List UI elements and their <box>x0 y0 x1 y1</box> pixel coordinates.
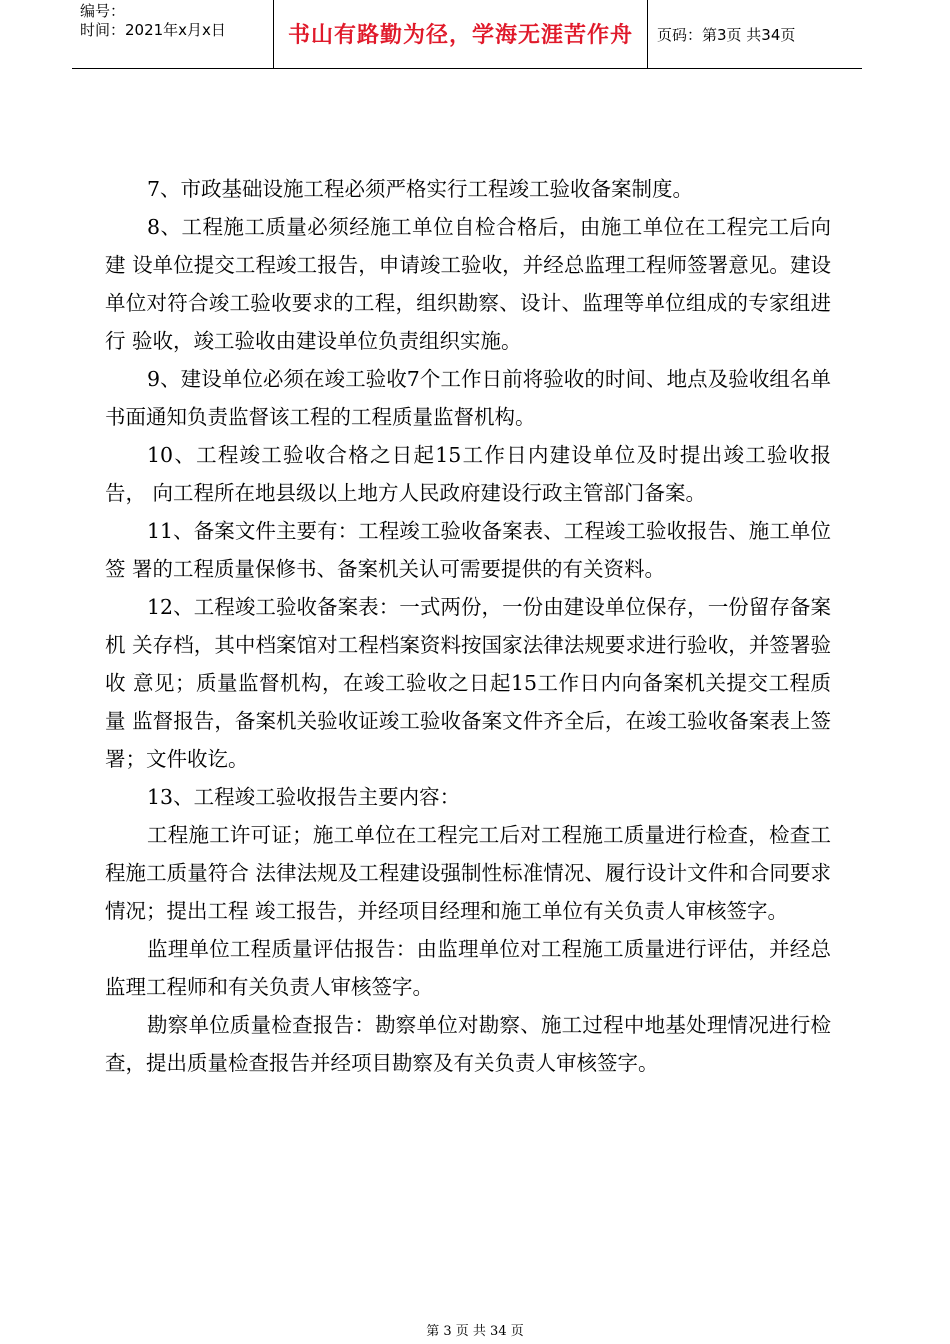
header-page-number: 页码：第3页 共34页 <box>657 26 796 44</box>
header-meta <box>80 2 275 40</box>
paragraph: 勘察单位质量检查报告：勘察单位对勘察、施工过程中地基处理情况进行检查，提出质量检查报告并经项目勘察及有关负责人审核签字。 <box>105 1013 831 1075</box>
page-header <box>72 0 862 69</box>
document-number-label: 编号： <box>80 2 126 20</box>
paragraph: 12、工程竣工验收备案表：一式两份，一份由建设单位保存，一份留存备案机 关存档，其中档案馆对工程档案资料按国家法律法规要求进行验收，并签署验收 意见；质量监督机构，在竣工验收之日起15工作日内向备案机关提交工程质量 监督报告，备案机关验收证竣工验收备案文件齐全后，在竣工验收备案表上签署；文件收讫。 <box>105 595 831 771</box>
paragraph: 13、工程竣工验收报告主要内容： <box>147 785 461 809</box>
paragraph: 工程施工许可证；施工单位在工程完工后对工程施工质量进行检查，检查工程施工质量符合 法律法规及工程建设强制性标准情况、履行设计文件和合同要求情况；提出工程 竣工报告，并经项目经理和施工单位有关负责人审核签字。 <box>105 823 831 923</box>
paragraph: 10、工程竣工验收合格之日起15工作日内建设单位及时提出竣工验收报告， 向工程所在地县级以上地方人民政府建设行政主管部门备案。 <box>105 443 831 505</box>
paragraph: 7、市政基础设施工程必须严格实行工程竣工验收备案制度。 <box>147 177 694 201</box>
paragraph: 监理单位工程质量评估报告：由监理单位对工程施工质量进行评估，并经总监理工程师和有关负责人审核签字。 <box>105 937 831 999</box>
document-body <box>105 170 831 1082</box>
paragraph: 9、建设单位必须在竣工验收7个工作日前将验收的时间、地点及验收组名单 书面通知负责监督该工程的工程质量监督机构。 <box>105 367 831 429</box>
paragraph: 11、备案文件主要有：工程竣工验收备案表、工程竣工验收报告、施工单位签 署的工程质量保修书、备案机关认可需要提供的有关资料。 <box>105 519 831 581</box>
paragraph: 8、工程施工质量必须经施工单位自检合格后，由施工单位在工程完工后向建 设单位提交工程竣工报告，申请竣工验收，并经总监理工程师签署意见。建设单位对符合竣工验收要求的工程，组织勘察、设计、监理等单位组成的专家组进行 验收，竣工验收由建设单位负责组织实施。 <box>105 215 831 353</box>
document-time-label: 时间：2021年x月x日 <box>80 21 226 39</box>
header-motto: 书山有路勤为径，学海无涯苦作舟 <box>287 23 633 48</box>
page-footer: 第 3 页 共 34 页 <box>426 1324 524 1339</box>
header-divider <box>647 0 648 68</box>
